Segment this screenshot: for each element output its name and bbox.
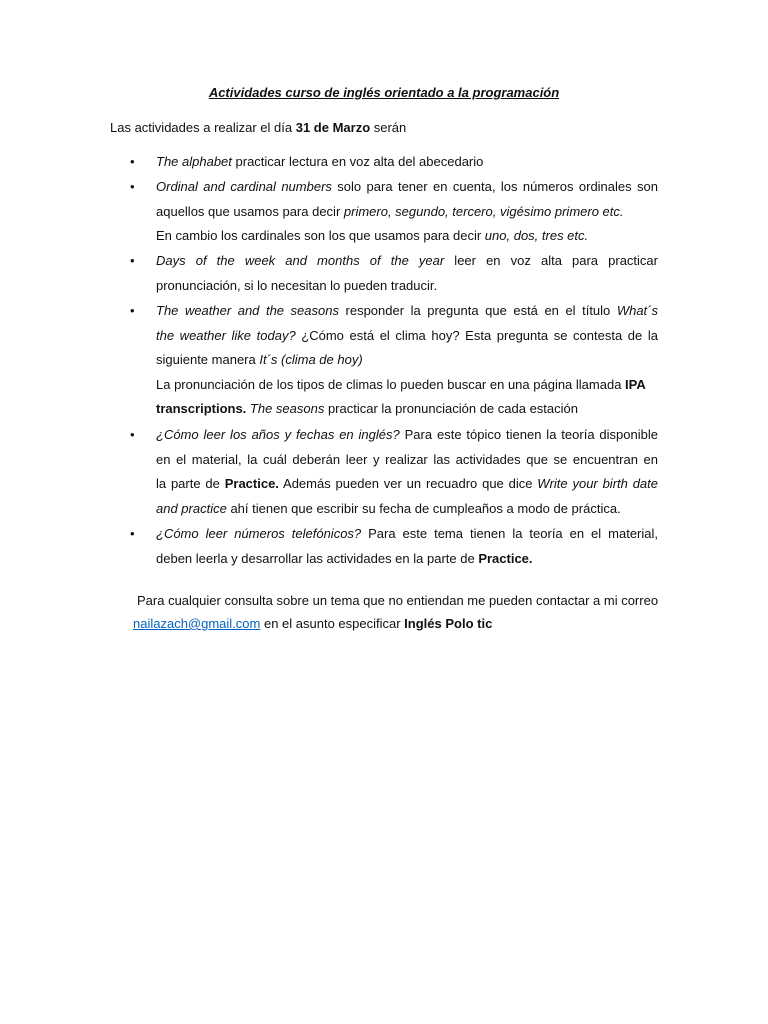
bullet-icon: • [130,179,135,194]
list-item: • ¿Cómo leer los años y fechas en inglés? Para este tópico tienen la teoría disponible en el material, la cuál deberán leer y realizar las actividades que se encuentran en la parte de Practice. Además pueden ver un recuadro que dice Write your birth date and practice ahí tienen que escribir su fecha de cumpleaños a modo de práctica. [156,423,658,521]
bullet-icon: • [130,427,135,442]
list-item: • The weather and the seasons responder la pregunta que está en el título What´s the weather like today? ¿Cómo está el clima hoy? Esta pregunta se contesta de la siguiente manera It´s (clima de hoy) La pronunciación de los tipos de climas lo pueden buscar en una página llamada IPA transcriptions. The seasons practicar la pronunciación de cada estación [156,299,658,422]
bullet-icon: • [130,526,135,541]
closing-paragraph: Para cualquier consulta sobre un tema que no entiendan me pueden contactar a mi correo nailazach@gmail.com en el asunto especificar Inglés Polo tic [133,593,659,631]
bullet-icon: • [130,154,135,169]
bullet-icon: • [130,303,135,318]
document-title: Actividades curso de inglés orientado a la programación [208,85,560,100]
email-subject: Inglés Polo tic [404,616,493,631]
list-item: • Ordinal and cardinal numbers solo para tener en cuenta, los números ordinales son aquellos que usamos para decir primero, segundo, tercero, vigésimo primero etc. En cambio los cardinales son los que usamos para decir uno, dos, tres etc. [156,175,658,249]
bullet-icon: • [130,253,135,268]
email-link[interactable]: nailazach@gmail.com [133,616,261,631]
activity-date: 31 de Marzo [295,120,371,135]
list-item: • Days of the week and months of the year leer en voz alta para practicar pronunciación, si lo necesitan lo pueden traducir. [156,249,658,298]
intro-paragraph: Las actividades a realizar el día 31 de Marzo serán [110,120,407,135]
list-item: • The alphabet practicar lectura en voz alta del abecedario [156,150,658,175]
list-item: • ¿Cómo leer números telefónicos? Para este tema tienen la teoría en el material, deben leerla y desarrollar las actividades en la parte de Practice. [156,522,658,571]
